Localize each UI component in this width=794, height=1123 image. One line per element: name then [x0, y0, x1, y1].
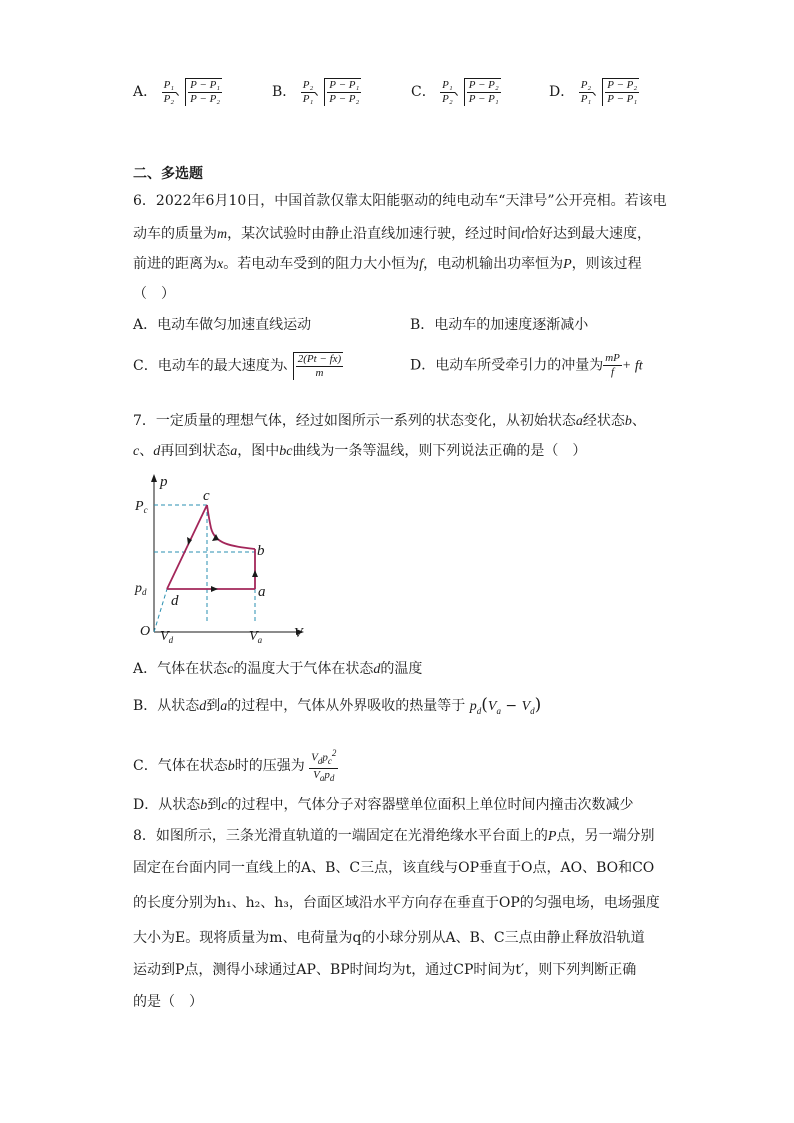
sqrt-icon: $\frac{\text{P − P₁}}{\text{P − P₂}}$ — [315, 78, 361, 106]
vd-label: $V_d$ — [160, 629, 174, 645]
axis-p-label: p — [160, 474, 168, 490]
origin-label: O — [140, 624, 151, 639]
pd-label: $p_d$ — [135, 581, 147, 597]
q6-line-3: 前进的距离为x。若电动车受到的阻力大小恒为f，电动机输出功率恒为P，则该过程 — [133, 256, 642, 272]
q5-option-d[interactable]: D． $\frac{\text{P₂}}{\text{P₁}}$ $\frac{\text{P − P₂}}{\text{P − P₁}}$ — [549, 78, 638, 105]
q7-option-a[interactable]: A．气体在状态c的温度大于气体在状态d的温度 — [133, 661, 423, 677]
point-c-label: c — [203, 488, 210, 504]
q6-option-b[interactable]: B．电动车的加速度逐渐减小 — [410, 317, 589, 333]
pv-diagram — [130, 472, 330, 647]
q7-option-c[interactable]: C．气体在状态b时的压强为 $\frac{V_dp_c^2}{V_ap_d}$ — [133, 748, 337, 784]
q7-option-d[interactable]: D．从状态b到c的过程中，气体分子对容器壁单位面积上单位时间内撞击次数减少 — [133, 797, 634, 813]
point-d-label: d — [171, 593, 179, 609]
arrow-right-icon — [211, 586, 218, 592]
sqrt-icon: $\frac{2(Pt - fx)}{m}$ — [284, 352, 343, 380]
q6-option-c[interactable]: C．电动车的最大速度为 $\frac{2(Pt - fx)}{m}$ — [133, 353, 342, 379]
q8-line-1: 8．如图所示，三条光滑直轨道的一端固定在光滑绝缘水平台面上的P点，另一端分别 — [133, 828, 655, 844]
q5-a-coef-den: P₂ — [163, 92, 175, 105]
axis-v-label: V — [294, 626, 303, 641]
sqrt-icon: $\frac{\text{P − P₂}}{\text{P − P₁}}$ — [455, 78, 501, 106]
q6-option-d[interactable]: D．电动车所受牵引力的冲量为 $\frac{mP}{f}$ + ft — [410, 352, 643, 378]
q6-blank: （ ） — [133, 286, 175, 302]
q6-line-1: 6．2022年6月10日，中国首款仅靠太阳能驱动的纯电动车“天津号”公开亮相。若该电 — [133, 193, 667, 209]
point-b-label: b — [257, 543, 265, 559]
point-a-label: a — [258, 584, 266, 600]
path-b-to-c-isotherm — [207, 505, 255, 549]
q7-line-2: c、d再回到状态a，图中bc曲线为一条等温线，则下列说法正确的是（ ） — [133, 443, 587, 459]
q6-line-2: 动车的质量为m，某次试验时由静止沿直线加速行驶，经过时间t恰好达到最大速度， — [133, 226, 652, 242]
q8-line-6: 的是（ ） — [133, 994, 203, 1010]
q5-a-coef-num: P₁ — [163, 78, 175, 91]
va-label: $V_a$ — [249, 629, 263, 645]
q5-option-a[interactable]: A． $\frac{\text{P₁}}{\text{P₂}}$ $\frac{\text{P − P₁}}{\text{P − P₂}}$ — [133, 78, 221, 105]
process-path — [167, 505, 255, 589]
q8-line-3: 的长度分别为h₁、h₂、h₃，台面区域沿水平方向存在垂直于OP的匀强电场，电场强度 — [133, 895, 660, 911]
q5-option-c[interactable]: C． $\frac{\text{P₁}}{\text{P₂}}$ $\frac{\text{P − P₂}}{\text{P − P₁}}$ — [411, 78, 499, 105]
section-title: 二、多选题 — [133, 166, 203, 182]
q8-line-4: 大小为E。现将质量为m、电荷量为q的小球分别从A、B、C三点由静止释放沿轨道 — [133, 930, 645, 946]
sqrt-icon: $\frac{\text{P − P₂}}{\text{P − P₁}}$ — [593, 78, 639, 106]
q7-option-b[interactable]: B．从状态d到a的过程中，气体从外界吸收的热量等于 $p_d(V_a - V_d)$ — [133, 695, 542, 716]
sqrt-icon: $\frac{\text{P − P₁}}{\text{P − P₂}}$ — [176, 78, 222, 106]
arrow-up-icon — [252, 570, 258, 577]
q7-line-1: 7．一定质量的理想气体，经过如图所示一系列的状态变化，从初始状态a经状态b、 — [133, 413, 646, 429]
guide-lines — [154, 505, 255, 632]
q6-option-a[interactable]: A．电动车做匀加速直线运动 — [133, 317, 312, 333]
pc-label: $P_c$ — [135, 499, 148, 515]
path-c-to-d — [167, 505, 207, 589]
q5-option-b[interactable]: B． $\frac{\text{P₂}}{\text{P₁}}$ $\frac{\text{P − P₁}}{\text{P − P₂}}$ — [272, 78, 360, 105]
p-axis-arrow-icon — [151, 474, 157, 482]
q8-line-5: 运动到P点，测得小球通过AP、BP时间均为t，通过CP时间为t′，则下列判断正确 — [133, 962, 637, 978]
q8-line-2: 固定在台面内同一直线上的A、B、C三点，该直线与OP垂直于O点，AO、BO和CO — [133, 860, 655, 876]
q5-options-row — [133, 70, 673, 114]
